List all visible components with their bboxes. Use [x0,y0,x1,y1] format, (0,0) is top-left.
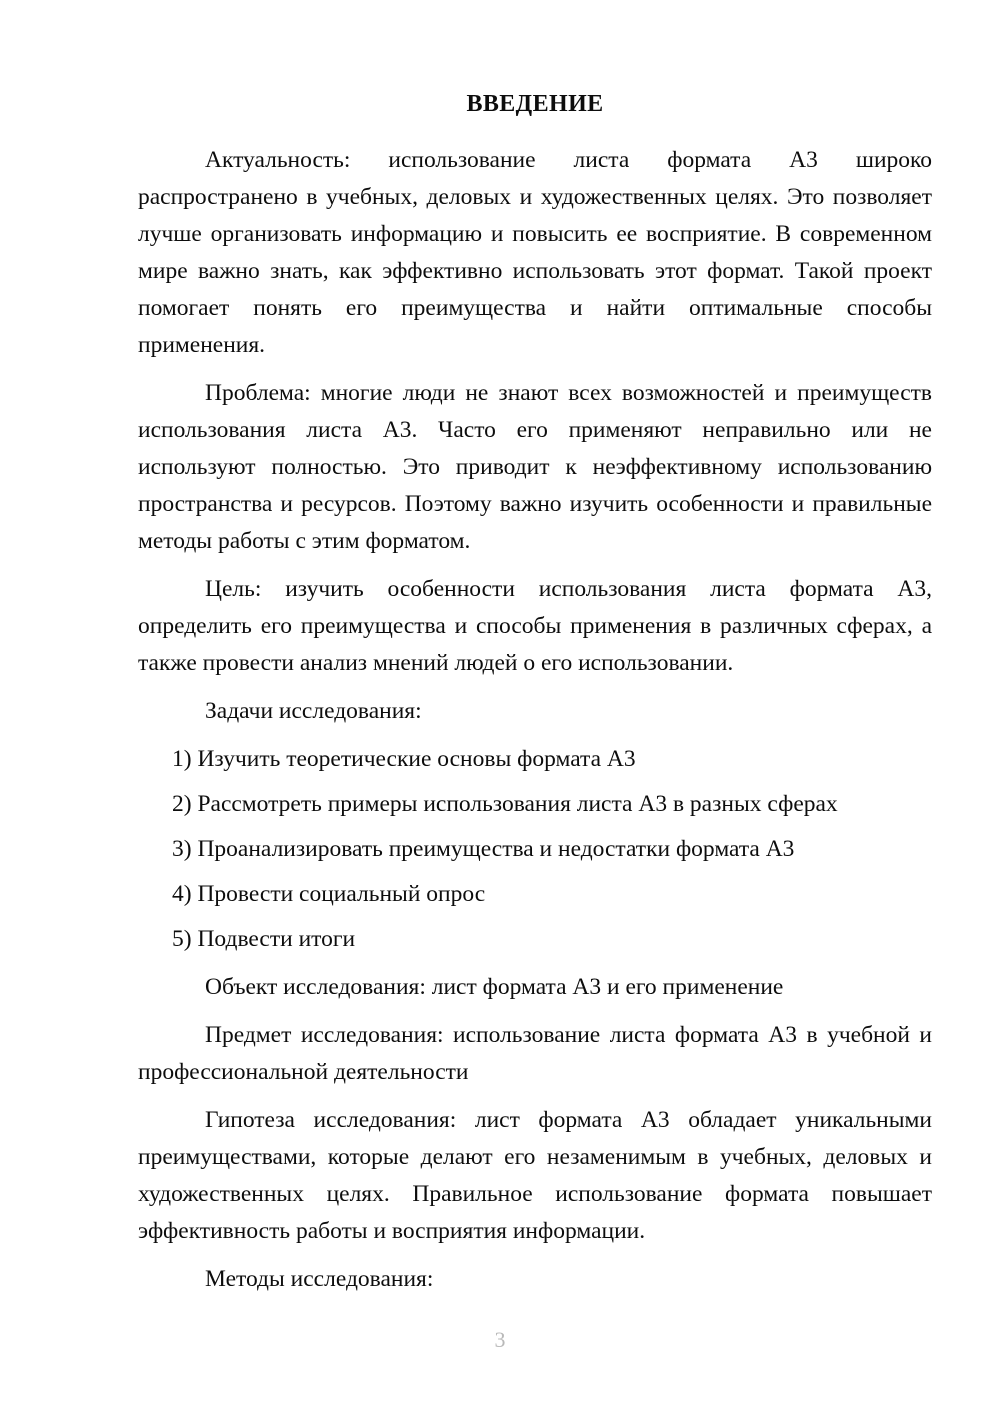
list-item: 1) Изучить теоретические основы формата А3 [172,745,636,772]
document-body [138,88,932,1309]
page-number: 3 [494,1327,506,1352]
page-title: ВВЕДЕНИЕ [466,91,604,117]
list-item: 4) Провести социальный опрос [172,880,486,907]
paragraph-relevance: Актуальность: использование листа формата А3 широко распространено в учебных, деловых и художественных целях. Это позволяет лучше организовать информацию и повысить ее восприятие. В современном мире важно знать, как эффективно использовать этот формат. Такой проект помогает понять его преимущества и найти оптимальные способы применения. [138,146,932,358]
paragraph-subject: Предмет исследования: использование листа формата А3 в учебной и профессиональной деятельности [138,1021,932,1085]
methods-heading: Методы исследования: [205,1265,434,1292]
paragraph-hypothesis: Гипотеза исследования: лист формата А3 обладает уникальными преимуществами, которые делают его незаменимым в учебных, деловых и художественных целях. Правильное использование формата повышает эффективность работы и восприятия информации. [138,1106,932,1244]
tasks-heading: Задачи исследования: [205,697,422,724]
tasks-list [138,741,932,958]
list-item: 2) Рассмотреть примеры использования листа А3 в разных сферах [172,790,838,817]
paragraph-goal: Цель: изучить особенности использования листа формата А3, определить его преимущества и способы применения в различных сферах, а также провести анализ мнений людей о его использовании. [138,575,932,676]
paragraph-problem: Проблема: многие люди не знают всех возможностей и преимуществ использования листа А3. Часто его применяют неправильно или не используют полностью. Это приводит к неэффективному использованию пространства и ресурсов. Поэтому важно изучить особенности и правильные методы работы с этим форматом. [138,379,932,554]
list-item: 3) Проанализировать преимущества и недостатки формата А3 [172,835,795,862]
paragraph-object: Объект исследования: лист формата А3 и его применение [205,973,784,1000]
list-item: 5) Подвести итоги [172,925,356,952]
